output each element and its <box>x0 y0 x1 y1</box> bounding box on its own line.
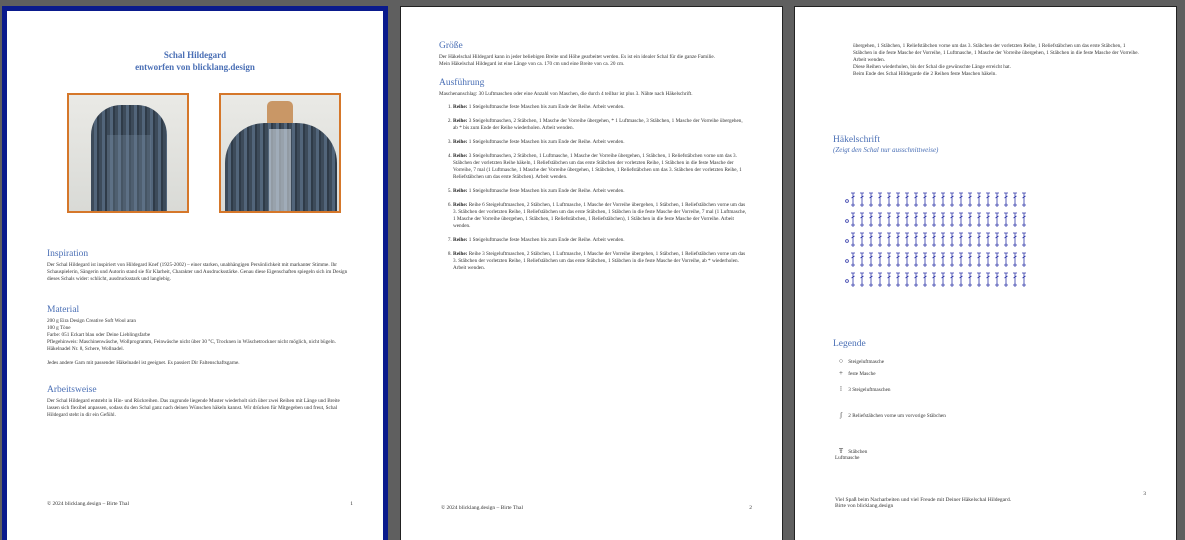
material-text: 200 g Eira Design Creative Soft Wool aran 100 g Töne Farbe: 051 Eckart blau oder Deine Lieblingsfarbe Pflegehinweis: Maschinenwäsche, Wollprogramm, Feinwäsche nicht über 30 °C, Trocknen in Wäschetrockner nicht möglich, nicht bügeln. Häkelnadel Nr. 8, Schere, Wollnadel. Jedes andere Garn mit passender Häkelnadel ist geeignet. Es passiert Dir Faltenschaftsgarne. <box>47 318 336 366</box>
double-crochet-mark <box>887 193 891 204</box>
double-crochet-mark <box>1004 233 1008 244</box>
double-crochet-mark <box>878 273 882 284</box>
double-crochet-mark <box>968 213 972 224</box>
double-crochet-mark <box>959 193 963 204</box>
double-crochet-mark <box>914 273 918 284</box>
double-crochet-mark <box>995 193 999 204</box>
double-crochet-mark <box>896 273 900 284</box>
double-crochet-mark <box>896 193 900 204</box>
double-crochet-mark <box>923 233 927 244</box>
double-crochet-mark <box>950 233 954 244</box>
row-instruction: 8. Reihe: Reihe 3 Steigeluftmaschen, 2 Stäbchen, 1 Luftmasche, 1 Masche der Vorreihe übergehen, 1 Stäbchen, 1 Reliefstäbchen vorne um das 3. Stäbchen der vorletzten Reihe, 1 Reliefstäbchen um das erste Stäbchen, 1 Stäbchen in die feste Masche der Vorreihe, ab * wiederholen. Arbeit wenden. <box>453 251 748 272</box>
chain-stitch-icon: ○ <box>838 357 844 365</box>
legend-item: ⁞ 3 Steigeluftmaschen <box>835 385 891 393</box>
double-crochet-mark <box>887 273 891 284</box>
double-crochet-mark <box>851 193 855 204</box>
double-crochet-mark <box>887 233 891 244</box>
double-crochet-mark <box>968 273 972 284</box>
double-crochet-mark <box>977 193 981 204</box>
double-crochet-mark <box>851 253 855 264</box>
double-crochet-mark <box>1022 273 1026 284</box>
double-crochet-mark <box>986 193 990 204</box>
method-text: Der Schal Hildegard entsteht in Hin- und Rückreihen. Das zugrunde liegende Muster wiederholt sich über zwei Reihen mit Länge und Breite lassen sich flexibel anpassen, sodass du den Schal ganz nach deinen Wünschen häkeln kannst. Wir drücken für Mitgegeben und freut, Schal Hildegard steht in dir ein Gefühl. <box>47 398 340 418</box>
double-crochet-mark <box>887 253 891 264</box>
double-crochet-mark <box>905 193 909 204</box>
double-crochet-mark <box>959 233 963 244</box>
double-crochet-mark <box>1022 213 1026 224</box>
double-crochet-mark <box>932 233 936 244</box>
double-crochet-mark <box>1022 233 1026 244</box>
legend-item: ○ Steigeluftmasche <box>835 357 884 365</box>
double-crochet-mark <box>1022 253 1026 264</box>
double-crochet-mark <box>1004 213 1008 224</box>
double-crochet-icon: Ŧ <box>838 447 844 455</box>
double-crochet-mark <box>914 233 918 244</box>
legend-heading: Legende <box>833 339 866 349</box>
double-crochet-mark <box>950 253 954 264</box>
execution-text: Maschenanschlag: 30 Luftmaschen oder eine Anzahl von Maschen, die durch 4 teilbar ist plus 3. Nähte nach Häkelschrift. <box>439 91 693 97</box>
double-crochet-mark <box>923 253 927 264</box>
page3-footer <box>835 491 1146 515</box>
double-crochet-mark <box>986 213 990 224</box>
page2-copyright: © 2024 blicklang.design – Birte Thal <box>441 505 523 511</box>
double-crochet-mark <box>851 273 855 284</box>
double-crochet-mark <box>995 213 999 224</box>
double-crochet-mark <box>1004 253 1008 264</box>
size-text: Der Häkelschal Hildegard kann in jeder beliebigen Breite und Höhe gearbeitet werden. Es ist ein idealer Schal für die ganze Familie. Mein Häkelschal Hildegard ist eine Länge von ca. 170 cm und eine Breite von ca. 20 cm. <box>439 54 715 67</box>
method-heading: Arbeitsweise <box>47 385 97 395</box>
double-crochet-mark <box>869 253 873 264</box>
execution-heading: Ausführung <box>439 78 485 88</box>
chart-header <box>833 135 938 157</box>
double-crochet-mark <box>932 273 936 284</box>
double-crochet-mark <box>1004 193 1008 204</box>
double-crochet-mark <box>968 253 972 264</box>
page2-footer <box>441 505 752 511</box>
double-crochet-mark <box>878 253 882 264</box>
page3-closing: Viel Spaß beim Nacharbeiten und viel Freude mit Deiner Häkelschal Hildegard. Birte von blicklang.design <box>835 497 1012 509</box>
relief-stitch-icon: ʃ <box>839 411 843 419</box>
double-crochet-mark <box>995 233 999 244</box>
double-crochet-mark <box>860 253 864 264</box>
row-instructions <box>453 104 748 272</box>
double-crochet-mark <box>941 193 945 204</box>
row-instruction: 5. Reihe: 1 Steigeluftmasche feste Maschen bis zum Ende der Reihe. Arbeit wenden. <box>453 188 748 195</box>
page2-number: 2 <box>749 505 752 511</box>
double-crochet-mark <box>860 213 864 224</box>
legend-item: ʃ 2 Reliefstäbchen vorne um vorvorige Stäbchen <box>835 411 946 419</box>
double-crochet-mark <box>851 233 855 244</box>
page3-number: 3 <box>1143 491 1146 497</box>
crochet-chart <box>843 185 1033 295</box>
page1-number: 1 <box>350 501 353 507</box>
double-crochet-mark <box>932 253 936 264</box>
double-crochet-mark <box>905 253 909 264</box>
double-crochet-mark <box>896 253 900 264</box>
page-3[interactable] <box>794 6 1177 540</box>
page-2[interactable] <box>400 6 783 540</box>
double-crochet-mark <box>878 213 882 224</box>
double-crochet-mark <box>932 213 936 224</box>
double-crochet-mark <box>923 213 927 224</box>
double-crochet-mark <box>959 253 963 264</box>
double-crochet-mark <box>860 273 864 284</box>
chain-mark <box>846 200 849 203</box>
chain-mark <box>846 220 849 223</box>
single-crochet-icon: + <box>839 369 843 377</box>
double-crochet-mark <box>968 233 972 244</box>
page3-intro: übergehen, 1 Stäbchen, 1 Reliefstäbchen vorne um das 3. Stäbchen der vorletzten Reihe, 1 Reliefstäbchen um das erste Stäbchen, 1 Stäbchen in die feste Masche der Vorreihe, 1 Luftmasche, 1 Masche der Vorreihe übergehen, 1 Stäbchen in die feste Masche der Vorreihe. Arbeit wenden. Diese Reihen wiederholen, bis der Schal die gewünschte Länge erreicht hat. Beim Ende des Schal Hildegarde die 2 Reihen feste Maschen häkeln. <box>853 43 1139 77</box>
double-crochet-mark <box>905 273 909 284</box>
double-crochet-mark <box>995 253 999 264</box>
inspiration-heading: Inspiration <box>47 249 89 259</box>
row-instruction: 1. Reihe: 1 Steigeluftmasche feste Maschen bis zum Ende der Reihe. Arbeit wenden. <box>453 104 748 111</box>
double-crochet-mark <box>905 233 909 244</box>
double-crochet-mark <box>878 233 882 244</box>
double-crochet-mark <box>860 193 864 204</box>
row-instruction: 2. Reihe: 3 Steigeluftmaschen, 2 Stäbchen, 1 Masche der Vorreihe übergehen, * 1 Luftmasche, 3 Stäbchen, 1 Masche der Vorreihe übergehen, ab * bis zum Ende der Reihe wiederholen. Arbeit wenden. <box>453 118 748 132</box>
size-heading: Größe <box>439 41 463 51</box>
double-crochet-mark <box>914 253 918 264</box>
double-crochet-mark <box>1013 273 1017 284</box>
pattern-title: Schal Hildegard <box>163 50 227 60</box>
double-crochet-mark <box>959 273 963 284</box>
double-crochet-mark <box>1022 193 1026 204</box>
chain-mark <box>846 240 849 243</box>
double-crochet-mark <box>851 213 855 224</box>
double-crochet-mark <box>896 213 900 224</box>
double-crochet-mark <box>977 273 981 284</box>
double-crochet-mark <box>869 213 873 224</box>
double-crochet-mark <box>1004 273 1008 284</box>
double-crochet-mark <box>869 193 873 204</box>
legend-item: Ŧ Stäbchen Luftmasche <box>835 447 868 461</box>
double-crochet-mark <box>977 253 981 264</box>
scarf-mannequin-photo <box>219 93 341 213</box>
chain-mark <box>846 280 849 283</box>
double-crochet-mark <box>995 273 999 284</box>
material-heading: Material <box>47 305 80 315</box>
double-crochet-mark <box>950 273 954 284</box>
double-crochet-mark <box>887 213 891 224</box>
double-crochet-mark <box>1013 213 1017 224</box>
page1-sections <box>47 239 353 419</box>
double-crochet-mark <box>869 273 873 284</box>
double-crochet-mark <box>878 193 882 204</box>
row-instruction: 4. Reihe: 3 Steigeluftmaschen, 2 Stäbchen, 1 Luftmasche, 1 Masche der Vorreihe übergehen, 1 Stäbchen, 1 Reliefstäbchen vorne um das 3. Stäbchen der vorletzten Reihe häkeln, 1 Reliefstäbchen um das erste Stäbchen der vorletzten Reihe, 1 Stäbchen in die feste Masche der Vorreihe, 7 mal (1 Luftmasche, 1 Masche der Vorreihe übergehen, 1 Stäbchen, 1 Reliefstäbchen um das 3. Stäbchen der vorletzten Reihe, 1 Reliefstäbchen um das erste Stäbchen). Arbeit wenden. <box>453 153 748 181</box>
double-crochet-mark <box>986 273 990 284</box>
double-crochet-mark <box>923 193 927 204</box>
chain-mark <box>846 260 849 263</box>
double-crochet-mark <box>914 213 918 224</box>
page1-footer <box>47 501 353 507</box>
double-crochet-mark <box>923 273 927 284</box>
double-crochet-mark <box>950 193 954 204</box>
double-crochet-mark <box>1013 193 1017 204</box>
chart-heading: Häkelschrift <box>833 135 880 145</box>
double-crochet-mark <box>1013 233 1017 244</box>
double-crochet-mark <box>914 193 918 204</box>
page2-content <box>439 41 748 279</box>
page1-copyright: © 2024 blicklang.design – Birte Thal <box>47 501 129 507</box>
double-crochet-mark <box>860 233 864 244</box>
double-crochet-mark <box>986 253 990 264</box>
legend-item: + feste Masche <box>835 369 876 377</box>
double-crochet-mark <box>941 253 945 264</box>
pattern-subtitle: entworfen von blicklang.design <box>135 62 255 72</box>
turning-chain-icon: ⁞ <box>840 385 842 393</box>
double-crochet-mark <box>941 233 945 244</box>
double-crochet-mark <box>869 233 873 244</box>
chart-subheading: (Zeigt den Schal nur ausschnittweise) <box>833 146 939 154</box>
double-crochet-mark <box>950 213 954 224</box>
row-instruction: 7. Reihe: 1 Steigeluftmasche feste Maschen bis zum Ende der Reihe. Arbeit wenden. <box>453 237 748 244</box>
double-crochet-mark <box>986 233 990 244</box>
double-crochet-mark <box>977 213 981 224</box>
page-1[interactable] <box>2 6 388 540</box>
double-crochet-mark <box>905 213 909 224</box>
double-crochet-mark <box>959 213 963 224</box>
scarf-flat-photo <box>67 93 189 213</box>
double-crochet-mark <box>1013 253 1017 264</box>
inspiration-text: Der Schal Hildegard ist inspiriert von Hildegard Knef (1925-2002) – einer starken, unabhängigen Persönlichkeit mit markanter Stimme. Ihr Schauspielerin, Sängerin und Autorin stand sie für Klarheit, Charakter und Ausdrucksstärke. Genau diese Eigenschaften spiegeln sich im Design dieses Schals wider: schlicht, ausdrucksstark und langlebig. <box>47 262 348 282</box>
double-crochet-mark <box>932 193 936 204</box>
double-crochet-mark <box>941 213 945 224</box>
double-crochet-mark <box>941 273 945 284</box>
row-instruction: 3. Reihe: 1 Steigeluftmasche feste Maschen bis zum Ende der Reihe. Arbeit wenden. <box>453 139 748 146</box>
double-crochet-mark <box>896 233 900 244</box>
row-instruction: 6. Reihe: Reihe 6 Steigeluftmaschen, 2 Stäbchen, 1 Luftmasche, 1 Masche der Vorreihe übergehen, 1 Stäbchen, 1 Reliefstäbchen vorne um das 3. Stäbchen der vorletzten Reihe, 1 Reliefstäbchen um das erste Stäbchen, 1 Stäbchen in die feste Masche der Vorreihe, 7 mal (1 Luftmasche, 1 Masche der Vorreihe übergehen, 1 Stäbchen, 1 Reliefstäbchen, 1 Reliefstäbchen), 1 Stäbchen in die feste Masche der Vorreihe. Arbeit wenden. <box>453 202 748 230</box>
double-crochet-mark <box>977 233 981 244</box>
double-crochet-mark <box>968 193 972 204</box>
